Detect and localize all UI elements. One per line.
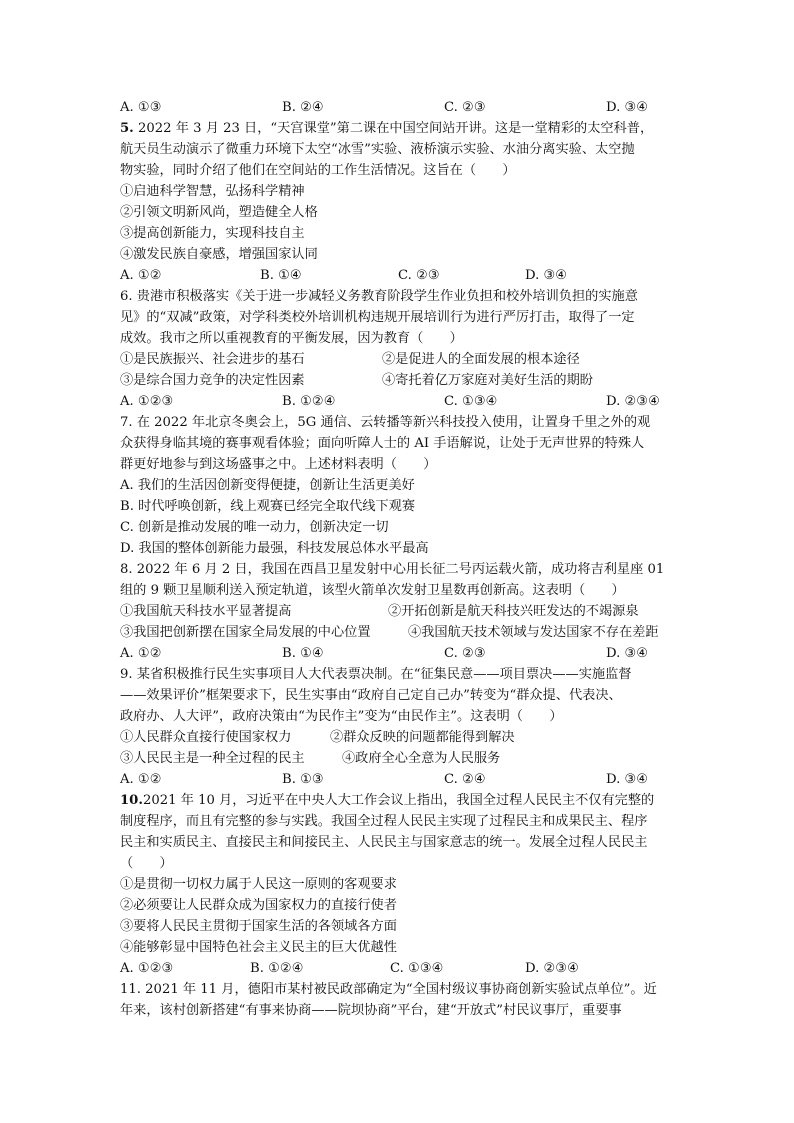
q7-option-c: C. 创新是推动发展的唯一动力，创新决定一切 [120,520,389,535]
q5-item-1: ①启迪科学智慧，弘扬科学精神 [120,184,305,199]
q6-option-b: B. ①②④ [282,394,336,409]
q6-items-row-1 [120,350,680,370]
q11-stem-line-2: 年来，该村创新搭建“有事来协商——院坝协商”平台，建“开放式”村民议事厅，重要事 [120,1003,622,1018]
q5-stem-line-2: 航天员生动演示了微重力环境下太空“冰雪”实验、液桥演示实验、水油分离实验、太空抛 [120,142,635,157]
q9-item-4: ④政府全心全意为人民服务 [342,751,501,766]
q10-item-3: ③要将人民民主贯彻于国家生活的各领域各方面 [120,919,397,934]
q4-option-c: C. ②③ [444,100,486,115]
q10-option-c: C. ①③④ [390,961,444,976]
q9-options [120,770,680,790]
q4-option-a: A. ①③ [120,100,162,115]
q10-item-4: ④能够彰显中国特色社会主义民主的巨大优越性 [120,940,397,955]
q6-items-row-2 [120,371,680,391]
q7-option-b: B. 时代呼唤创新，线上观赛已经完全取代线下观赛 [120,499,416,514]
q5-item-2: ②引领文明新风尚，塑造健全人格 [120,205,318,220]
q4-option-b: B. ②④ [282,100,324,115]
q6-item-4: ④寄托着亿万家庭对美好生活的期盼 [382,373,593,388]
q6-item-2: ②是促进人的全面发展的根本途径 [382,352,580,367]
q6-option-a: A. ①②③ [120,394,174,409]
q8-option-b: B. ①④ [282,646,324,661]
q6-options [120,392,680,412]
q7-stem-line-3: 群更好地参与到这场盛事之中。上述材料表明（ ） [120,457,437,472]
q6-option-c: C. ①③④ [444,394,498,409]
q7-stem-line-1: 7. 在 2022 年北京冬奥会上，5G 通信、云转播等新兴科技投入使用，让置身千里之外的观 [120,415,651,430]
q7-option-d: D. 我国的整体创新能力最强，科技发展总体水平最高 [120,541,429,556]
q8-item-3: ③我国把创新摆在国家全局发展的中心位置 [120,625,371,640]
q8-item-1: ①我国航天科技水平显著提高 [120,604,292,619]
q10-stem-line-2: 制度程序，而且有完整的参与实践。我国全过程人民民主实现了过程民主和成果民主、程序 [120,814,648,829]
q5-item-3: ③提高创新能力，实现科技自主 [120,226,305,241]
q5-option-d: D. ③④ [525,268,568,283]
q10-stem-line-4: （ ） [120,856,173,871]
q10-item-2: ②必须要让人民群众成为国家权力的直接行使者 [120,898,397,913]
q10-item-1: ①是贯彻一切权力属于人民这一原则的客观要求 [120,877,397,892]
q6-stem-line-1: 6. 贵港市积极落实《关于进一步减轻义务教育阶段学生作业负担和校外培训负担的实施意 [120,289,638,304]
q8-stem-line-2: 组的 9 颗卫星顺利送入预定轨道，该型火箭单次发射卫星数再创新高。这表明（ ） [120,583,625,598]
q10-option-a: A. ①②③ [120,961,174,976]
q5-stem-line-3: 物实验，同时介绍了他们在空间站的工作生活情况。这旨在（ ） [120,163,516,178]
q6-stem-line-2: 见》的“双减”政策，对学科类校外培训机构违规开展培训行为进行严厉打击，取得了一定 [120,310,635,325]
q9-option-d: D. ③④ [606,772,649,787]
q8-options [120,644,680,664]
q9-items-row-2 [120,749,680,769]
q8-stem-line-1: 8. 2022 年 6 月 2 日，我国在西昌卫星发射中心用长征二号丙运载火箭，成功将吉利星座 01 [120,562,665,577]
q5-option-b: B. ①④ [260,268,302,283]
q8-items-row-1 [120,602,680,622]
q8-option-a: A. ①② [120,646,162,661]
q8-items-row-2 [120,623,680,643]
q7-stem-line-2: 众获得身临其境的赛事观看体验；面向听障人士的 AI 手语解说，让处于无声世界的特殊人 [120,436,645,451]
q9-stem-line-2: ——效果评价”框架要求下，民生实事由“政府自己定自己办”转变为“群众提、代表决、 [120,688,622,703]
q5-item-4: ④激发民族自豪感，增强国家认同 [120,247,318,262]
q5-options [120,266,680,286]
q8-option-c: C. ②③ [444,646,486,661]
q9-option-c: C. ②④ [444,772,486,787]
q9-stem-line-3: 政府办、人大评”，政府决策由“为民作主”变为“由民作主”。这表明（ ） [120,709,563,724]
q10-option-b: B. ①②④ [250,961,304,976]
q9-option-a: A. ①② [120,772,162,787]
q6-stem-line-3: 成效。我市之所以重视教育的平衡发展，因为教育（ ） [120,331,463,346]
q8-item-4: ④我国航天技术领域与发达国家不存在差距 [408,625,659,640]
q9-item-3: ③人民民主是一种全过程的民主 [120,751,305,766]
q4-option-d: D. ③④ [606,100,649,115]
q9-item-2: ②群众反映的问题都能得到解决 [330,730,515,745]
q5-stem-line-1: 5. 2022 年 3 月 23 日，“天宫课堂”第二课在中国空间站开讲。这是一堂精彩的太空科普， [120,121,654,136]
q9-items-row-1 [120,728,680,748]
q5-number: 5. [120,121,134,136]
q5-option-a: A. ①② [120,268,162,283]
q5-option-c: C. ②③ [398,268,440,283]
q4-options [120,98,680,118]
q10-option-d: D. ②③④ [525,961,579,976]
q9-option-b: B. ①③ [282,772,324,787]
q10-stem-line-1: 10.2021 年 10 月，习近平在中央人大工作会议上指出，我国全过程人民民主不仅有完整的 [120,793,655,808]
q10-stem-line-3: 民主和实质民主、直接民主和间接民主、人民民主与国家意志的统一。发展全过程人民民主 [120,835,648,850]
q11-stem-line-1: 11. 2021 年 11 月，德阳市某村被民政部确定为“全国村级议事协商创新实验试点单位”。近 [120,982,657,997]
q6-item-1: ①是民族振兴、社会进步的基石 [120,352,305,367]
q7-option-a: A. 我们的生活因创新变得便捷，创新让生活更美好 [120,478,415,493]
q6-item-3: ③是综合国力竞争的决定性因素 [120,373,305,388]
q6-option-d: D. ②③④ [606,394,660,409]
q8-option-d: D. ③④ [606,646,649,661]
q10-number: 10. [120,793,143,808]
q9-stem-line-1: 9. 某省积极推行民生实事项目人大代表票决制。在“征集民意——项目票决——实施监督 [120,667,632,682]
q10-options [120,959,680,979]
q8-item-2: ②开拓创新是航天科技兴旺发达的不竭源泉 [388,604,639,619]
q9-item-1: ①人民群众直接行使国家权力 [120,730,292,745]
